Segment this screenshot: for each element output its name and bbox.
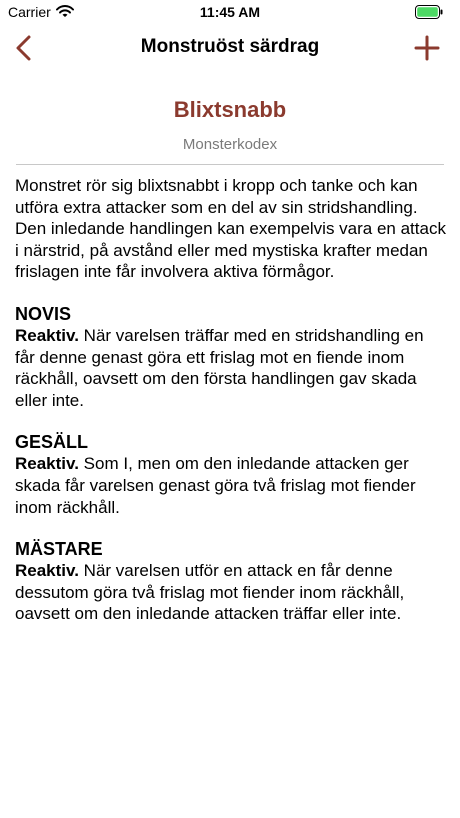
level-text-novis [15, 325, 447, 411]
trait-source: Monsterkodex [182, 136, 278, 153]
level-body: När varelsen utför en attack en får denne dessutom göra två frislag mot fiender inom räckhåll, oavsett om den inledande attacken träffar eller inte. [15, 561, 405, 624]
level-heading-novis: NOVIS [15, 303, 72, 324]
level-text-mastare [15, 560, 447, 625]
divider [16, 164, 444, 165]
level-keyword: Reaktiv. [15, 325, 79, 345]
navigation-bar [0, 24, 460, 70]
level-body: Som I, men om den inledande attacken ger skada får varelsen genast göra två frislag mot fiender inom räckhåll. [15, 454, 416, 517]
nav-title: Monstruöst särdrag [140, 36, 320, 57]
add-button[interactable] [414, 35, 440, 61]
level-body: När varelsen träffar med en stridshandling en får denne genast göra ett frislag mot en fiende inom räckhåll, oavsett om den första handlingen gav skada eller inte. [15, 325, 424, 410]
trait-content [15, 175, 447, 625]
plus-icon [414, 35, 440, 61]
level-text-gesall [15, 453, 447, 518]
level-keyword: Reaktiv. [15, 561, 79, 581]
level-heading-gesall: GESÄLL [15, 432, 89, 453]
battery-icon [415, 5, 443, 24]
level-heading-mastare: MÄSTARE [15, 539, 103, 560]
trait-description: Monstret rör sig blixtsnabbt i kropp och tanke och kan utföra extra attacker som en del av sin stridshandling. Den inledande handlingen kan exempelvis vara en attack i närstrid, på avstånd eller med mystiska krafter medan frislagen inte får involvera aktiva förmågor. [15, 176, 446, 282]
trait-title: Blixtsnabb [173, 97, 287, 122]
level-keyword: Reaktiv. [15, 454, 79, 474]
carrier-label: Carrier [8, 4, 51, 20]
status-bar [0, 0, 460, 24]
status-time: 11:45 AM [199, 4, 261, 20]
